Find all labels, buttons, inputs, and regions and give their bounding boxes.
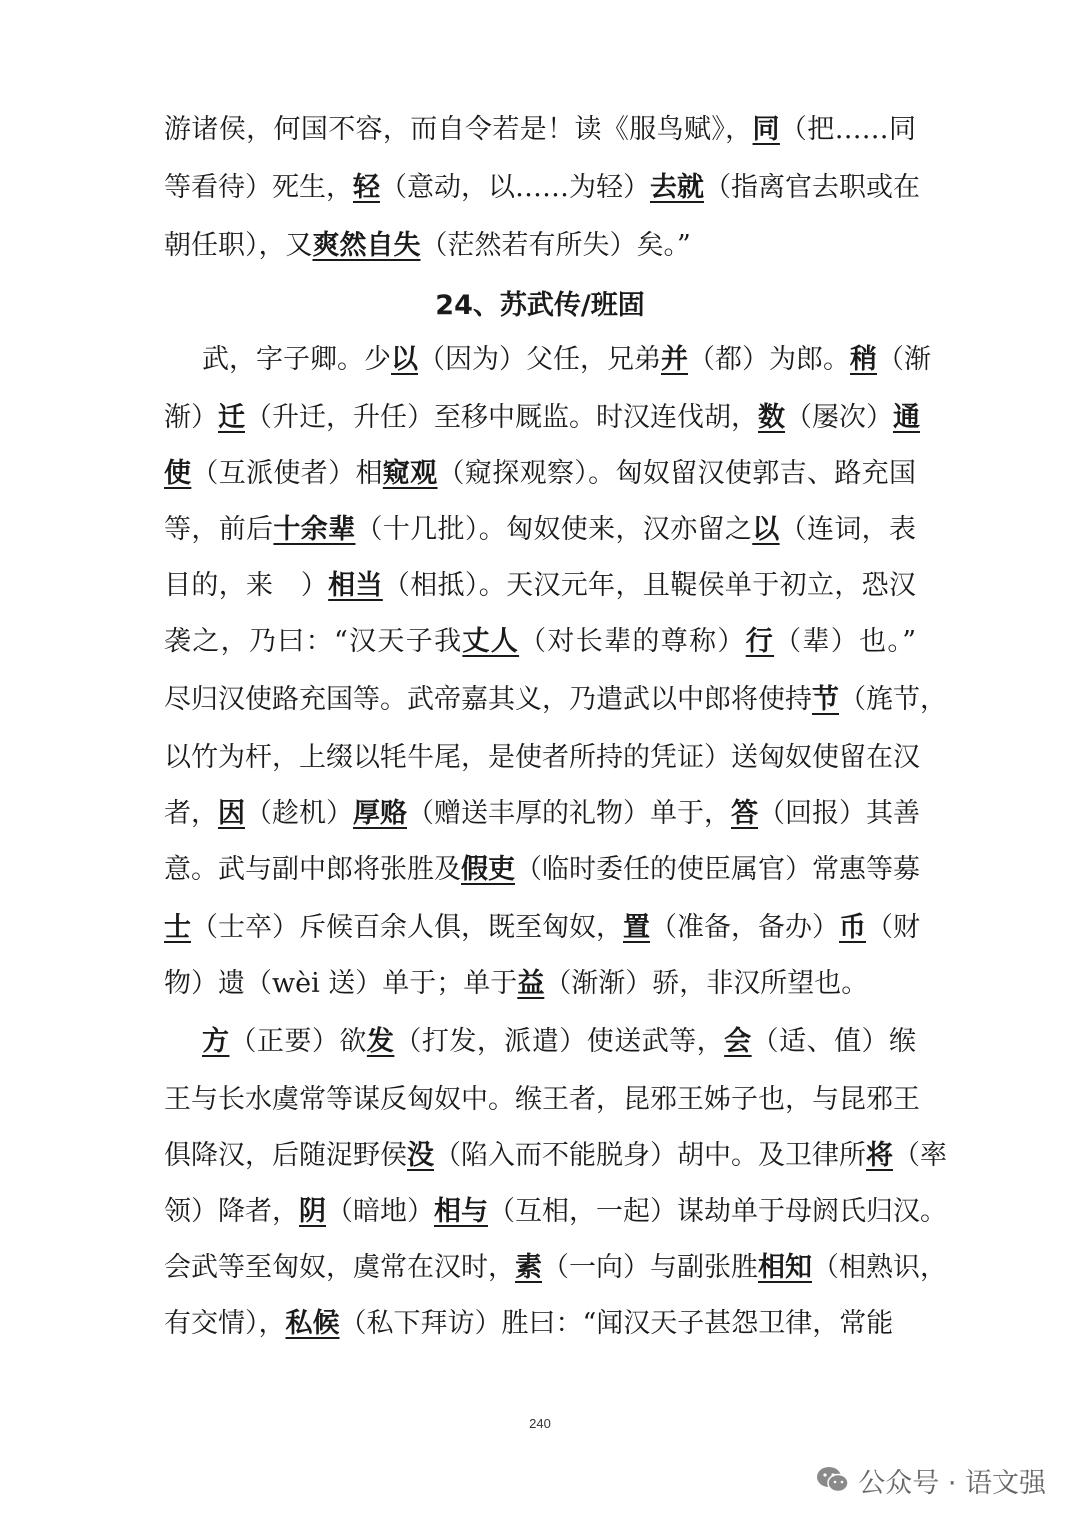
text-run: 等看待）死生， [164, 172, 353, 203]
text-line [164, 1248, 947, 1288]
text-line [164, 1304, 916, 1344]
text-line [164, 340, 931, 380]
text-run: 武，字子卿。少 [202, 344, 391, 375]
keyword: 迁 [218, 402, 245, 433]
text-line [164, 1136, 947, 1176]
text-run: 目的，来 ） [164, 570, 329, 601]
text-line [164, 964, 916, 1004]
wechat-icon [816, 1465, 850, 1495]
text-run: 物）遗（wèi 送）单于；单于 [164, 968, 518, 999]
keyword: 使 [164, 458, 192, 489]
text-run: （率 [893, 1140, 947, 1171]
text-run: （把……同 [779, 114, 917, 145]
keyword: 益 [517, 968, 545, 999]
text-run: （互相，一起）谋劫单于母阏氏归汉。 [488, 1196, 947, 1227]
keyword: 答 [731, 798, 758, 829]
keyword: 并 [661, 344, 688, 375]
text-line [164, 1022, 916, 1062]
keyword: 私候 [285, 1308, 340, 1339]
text-run: 游诸侯，何国不容，而自令若是！读《服鸟赋》， [164, 114, 753, 145]
text-run: （连词，表 [779, 514, 917, 545]
text-run: （窥探观察）。匈奴留汉使郭吉、路充国 [437, 458, 917, 489]
keyword: 相与 [434, 1196, 488, 1227]
text-run: 会武等至匈奴，虞常在汉时， [164, 1252, 515, 1283]
text-run: （升迁，升任）至移中厩监。时汉连伐胡， [245, 402, 758, 433]
text-run: （对长辈的尊称） [519, 626, 746, 657]
text-line [164, 168, 920, 208]
text-run: （回报）其善 [758, 798, 920, 829]
keyword: 轻 [353, 172, 380, 203]
text-run: 王与长水虞常等谋反匈奴中。缑王者，昆邪王姊子也，与昆邪王 [164, 1084, 920, 1115]
text-run: 以竹为杆，上缀以牦牛尾，是使者所持的凭证）送匈奴使留在汉 [164, 742, 920, 773]
keyword: 以 [752, 514, 780, 545]
text-line [164, 510, 916, 550]
text-run: （指离官去职或在 [704, 172, 920, 203]
text-run: （相抵）。天汉元年，且鞮侯单于初立，恐汉 [382, 570, 917, 601]
text-run: （意动，以……为轻） [380, 172, 650, 203]
text-run: （辈）也。” [774, 626, 917, 657]
text-run: （十几批）。匈奴使来，汉亦留之 [355, 514, 753, 545]
text-line [164, 454, 916, 494]
text-line [164, 738, 920, 778]
text-run: （暗地） [326, 1196, 434, 1227]
keyword: 相知 [758, 1252, 812, 1283]
text-run: 有交情）， [164, 1308, 286, 1339]
text-run: （旄节， [839, 684, 947, 715]
text-line [164, 908, 920, 948]
keyword: 方 [202, 1026, 230, 1057]
keyword: 行 [745, 626, 775, 657]
keyword: 发 [366, 1026, 395, 1057]
keyword: 同 [752, 114, 780, 145]
keyword: 士 [164, 912, 191, 943]
text-run: （互派使者）相 [191, 458, 383, 489]
watermark-text: 公众号 · 语文强 [858, 1467, 1046, 1499]
text-line [164, 680, 947, 720]
keyword: 会 [724, 1026, 752, 1057]
text-run: （士卒）斥候百余人俱，既至匈奴， [191, 912, 623, 943]
text-run: 袭之，乃曰：“汉天子我 [164, 626, 463, 657]
text-run: （屡次） [785, 402, 893, 433]
text-run: （适、值）缑 [751, 1026, 917, 1057]
text-run: 等，前后 [164, 514, 274, 545]
text-run: （陷入而不能脱身）胡中。及卫律所 [434, 1140, 866, 1171]
keyword: 十余辈 [273, 514, 356, 545]
keyword: 置 [623, 912, 650, 943]
text-run: 者， [164, 798, 218, 829]
text-line [164, 622, 916, 662]
keyword: 没 [407, 1140, 434, 1171]
text-run: （临时委任的使臣属官）常惠等募 [515, 854, 920, 885]
keyword: 因 [218, 798, 245, 829]
text-line [164, 1080, 920, 1120]
keyword: 厚赂 [353, 798, 407, 829]
keyword: 阴 [299, 1196, 326, 1227]
keyword: 假吏 [461, 854, 515, 885]
text-run: 尽归汉使路充国等。武帝嘉其义，乃遣武以中郎将使持 [164, 684, 812, 715]
keyword: 节 [812, 684, 839, 715]
text-run: （财 [866, 912, 920, 943]
text-run: （私下拜访）胜曰：“闻汉天子甚怨卫律，常能 [339, 1308, 894, 1339]
text-run: 朝任职），又 [164, 230, 313, 261]
text-run: （赠送丰厚的礼物）单于， [407, 798, 731, 829]
text-line [164, 794, 920, 834]
section-heading: 24、苏武传/班固 [435, 290, 645, 321]
keyword: 素 [515, 1252, 542, 1283]
text-run: （渐 [877, 344, 931, 375]
keyword: 相当 [328, 570, 383, 601]
text-run: （准备，备办） [650, 912, 839, 943]
text-run: （渐渐）骄，非汉所望也。 [544, 968, 869, 999]
text-line [164, 1192, 947, 1232]
keyword: 数 [758, 402, 785, 433]
text-line [164, 226, 916, 266]
watermark [816, 1460, 1046, 1500]
keyword: 币 [839, 912, 866, 943]
text-line [164, 110, 916, 150]
text-line [164, 850, 920, 890]
page-number: 240 [529, 1416, 551, 1431]
keyword: 通 [893, 402, 920, 433]
text-run: 俱降汉，后随浞野侯 [164, 1140, 407, 1171]
keyword: 丈人 [462, 626, 520, 657]
text-run: （趁机） [245, 798, 353, 829]
keyword: 以 [391, 344, 418, 375]
text-run: 意。武与副中郎将张胜及 [164, 854, 461, 885]
text-run: （茫然若有所失）矣。” [420, 230, 691, 261]
text-run: （都）为郎。 [688, 344, 850, 375]
text-run: （正要）欲 [229, 1026, 367, 1057]
text-run: （因为）父任，兄弟 [418, 344, 661, 375]
keyword: 稍 [850, 344, 877, 375]
text-line [164, 566, 916, 606]
keyword: 窥观 [382, 458, 438, 489]
keyword: 爽然自失 [312, 230, 421, 261]
text-run: （一向）与副张胜 [542, 1252, 758, 1283]
text-run: 渐） [164, 402, 218, 433]
text-run: 领）降者， [164, 1196, 299, 1227]
keyword: 去就 [650, 172, 704, 203]
text-run: （打发，派遣）使送武等， [394, 1026, 725, 1057]
text-run: （相熟识， [812, 1252, 947, 1283]
text-line [164, 398, 920, 438]
keyword: 将 [866, 1140, 893, 1171]
